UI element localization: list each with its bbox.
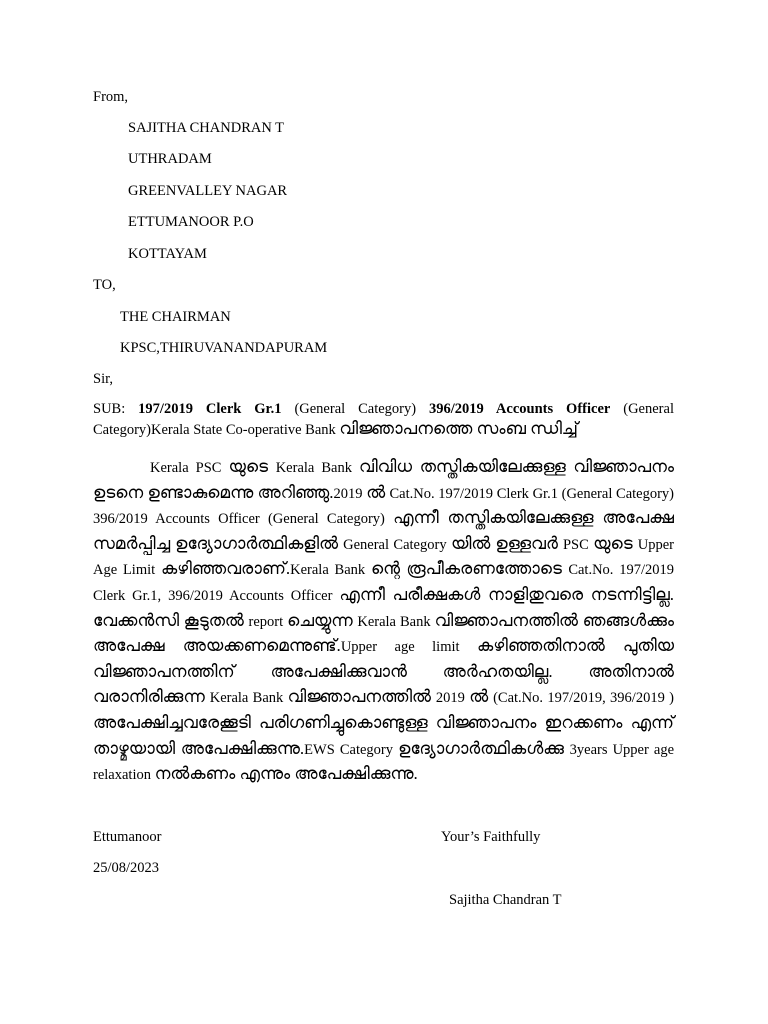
- body-text-ml: ഉദ്യോഗാർത്ഥികൾക്കു: [398, 738, 570, 758]
- body-text-ml: എന്നീ പരീക്ഷകൾ നാളിതുവരെ നടന്നിട്ടില്ല. വേക്കൻസി കൂടുതൽ: [93, 584, 674, 630]
- recipient-title: THE CHAIRMAN: [120, 309, 231, 325]
- body-text: Cat.No. 197/2019 Clerk Gr.1 (General Category) 396/2019 Accounts Officer (General Category): [93, 485, 674, 528]
- body-text: Cat.No. 197/2019 Clerk Gr.1, 396/2019 Accounts Officer: [93, 562, 674, 604]
- body-text-ml: യുടെ: [228, 457, 276, 476]
- body-text-ml: വിവിധ തസ്തികയിലേക്കുള്ള വിജ്ഞാപനം ഉടനെ ഉണ്ടാകുമെന്നു അറിഞ്ഞു.: [93, 457, 674, 502]
- body-text: Upper age limit: [340, 639, 478, 656]
- body-text: Kerala Bank: [357, 613, 435, 630]
- body-text: Kerala Bank: [290, 562, 371, 579]
- body-text-ml: ൽ: [366, 482, 390, 502]
- to-label: TO,: [93, 277, 116, 293]
- body-text-ml: യിൽ ഉള്ളവർ: [451, 533, 563, 553]
- recipient-office: KPSC,THIRUVANANDAPURAM: [120, 340, 328, 356]
- body-text-ml: വിജ്ഞാപനത്തിൽ: [287, 687, 436, 707]
- body-text: 3years Upper age relaxation: [93, 741, 675, 784]
- sender-post-office: ETTUMANOOR P.O: [128, 214, 254, 230]
- sender-house: UTHRADAM: [128, 151, 212, 167]
- sender-name: SAJITHA CHANDRAN T: [128, 120, 285, 136]
- closing-signature-name: Sajitha Chandran T: [449, 892, 562, 908]
- body-text: Upper Age Limit: [93, 536, 674, 579]
- body-text-ml: കഴിഞ്ഞവരാണ്.: [160, 559, 291, 579]
- body-text: 2019: [333, 485, 367, 502]
- from-label: From,: [93, 89, 129, 105]
- body-text: Kerala Bank: [275, 460, 360, 476]
- subject-rest-en: (General Category)Kerala State Co-operative Bank: [93, 401, 674, 438]
- subject-post-accounts-officer: 396/2019 Accounts Officer: [429, 401, 611, 417]
- body-text: PSC: [562, 536, 594, 553]
- body-text-ml: കഴിഞ്ഞതിനാൽ പുതിയ വിജ്ഞാപനത്തിന് അപേക്ഷിക്കുവാൻ അർഹതയില്ല. അതിനാൽ വരാനിരിക്കുന്ന: [93, 636, 675, 707]
- body-text: Kerala PSC: [150, 460, 229, 476]
- body-text-ml: യുടെ: [593, 533, 638, 553]
- body-text-ml: ന്റെ രൂപീകരണത്തോടെ: [370, 559, 569, 579]
- body-text-ml: നൽകണം എന്നും അപേക്ഷിക്കുന്നു.: [154, 764, 418, 784]
- body-text: (Cat.No. 197/2019, 396/2019 ): [493, 690, 674, 707]
- sender-district: KOTTAYAM: [128, 246, 207, 262]
- body-text-ml: എന്നീ തസ്തികയിലേക്കുള്ള അപേക്ഷ സമർപ്പിച്ച ഉദ്യോഗാർത്ഥികളിൽ: [93, 508, 674, 553]
- body-text: 2019: [435, 690, 470, 707]
- closing-yours-faithfully: Your’s Faithfully: [441, 829, 541, 845]
- body-paragraph: [93, 455, 674, 788]
- body-text-ml: ചെയ്യുന്ന: [287, 610, 358, 630]
- body-text-ml: അപേക്ഷിച്ചവരേക്കൂടി പരിഗണിച്ചുകൊണ്ടുള്ള വിജ്ഞാപനം ഇറക്കണം എന്ന് താഴ്മയായി അപേക്ഷിക്കുന്നു.: [93, 712, 674, 758]
- closing-date: 25/08/2023: [93, 860, 160, 876]
- subject-post-clerk: 197/2019 Clerk Gr.1: [138, 401, 282, 417]
- closing-place: Ettumanoor: [93, 829, 162, 845]
- body-text: EWS Category: [304, 741, 399, 758]
- subject-category-1: (General Category): [281, 401, 430, 417]
- subject-prefix: SUB:: [93, 401, 139, 417]
- salutation: Sir,: [93, 371, 113, 387]
- body-text-ml: വിജ്ഞാപനത്തിൽ ഞങ്ങൾക്കും അപേക്ഷ അയക്കണമെന്നുണ്ട്.: [93, 610, 675, 656]
- sender-street: GREENVALLEY NAGAR: [128, 183, 288, 199]
- subject-rest-ml: വിജ്ഞാപനത്തെ സംബ ന്ധിച്ച്: [339, 419, 578, 438]
- subject-line: [93, 399, 674, 440]
- body-text: General Category: [343, 536, 451, 553]
- body-text-ml: ൽ: [469, 687, 494, 707]
- body-text: report: [248, 613, 288, 630]
- body-text: Kerala Bank: [209, 690, 288, 707]
